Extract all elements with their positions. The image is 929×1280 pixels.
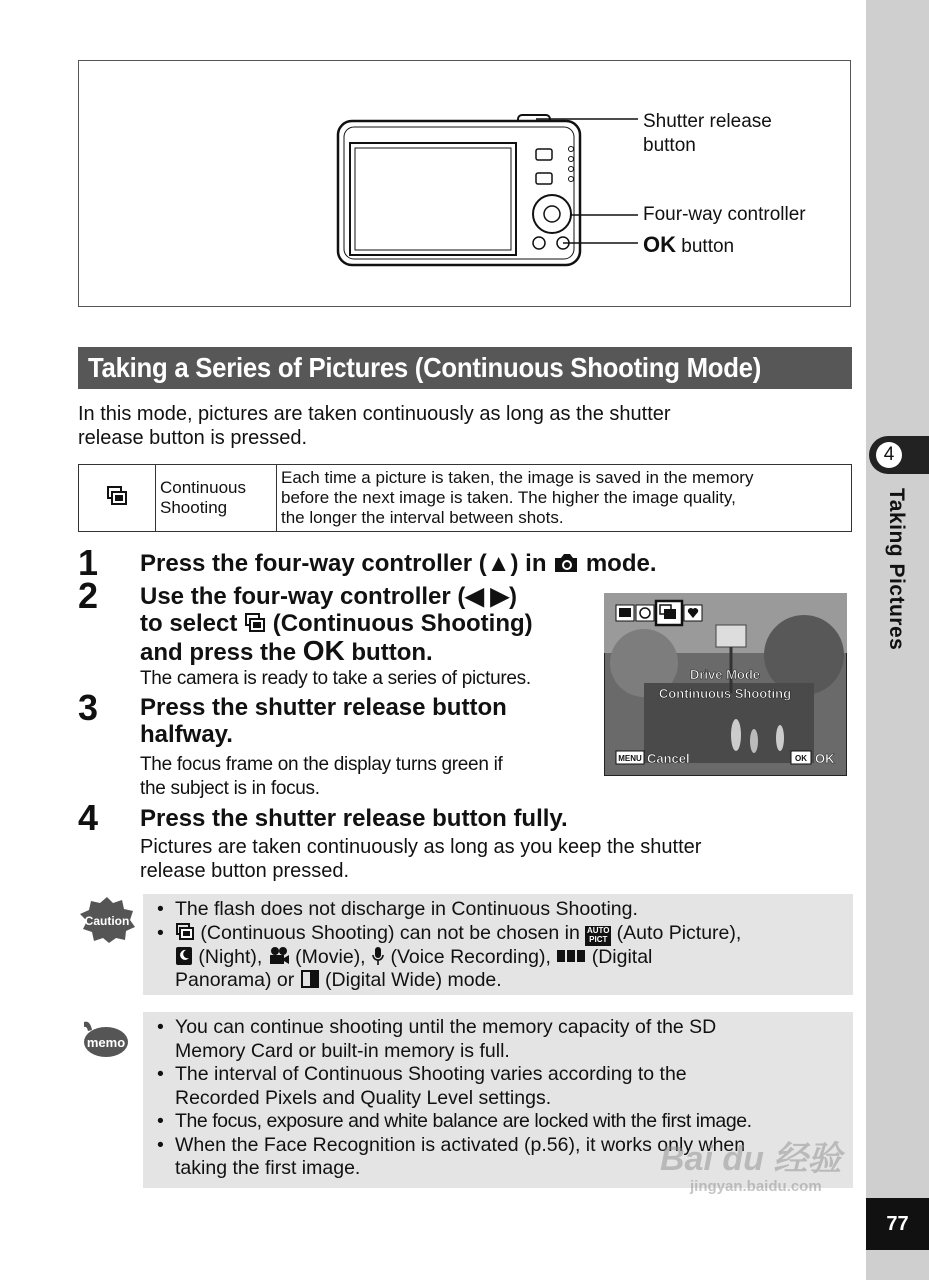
- memo-b4b: taking the first image.: [175, 1157, 361, 1179]
- step-2-line3: [140, 637, 533, 666]
- caution-badge-label: Caution: [84, 914, 130, 928]
- chapter-title: Taking Pictures: [885, 488, 908, 651]
- list-item: [155, 898, 845, 922]
- mode-name-line1: Continuous: [160, 478, 247, 497]
- step-4-desc: [140, 835, 701, 883]
- step-2-line3c: button.: [344, 639, 433, 666]
- caution-b2d: (Movie),: [289, 945, 372, 968]
- list-item: [155, 1110, 845, 1134]
- step-3-line1: Press the shutter release button: [140, 694, 507, 721]
- list-item: [155, 1063, 845, 1110]
- auto-picture-icon: [585, 926, 611, 946]
- memo-b2a: • The interval of Continuous Shooting varies according to the: [175, 1063, 687, 1085]
- memo-b3: The focus, exposure and white balance are locked with the first image.: [175, 1110, 752, 1132]
- step-3-line2: halfway.: [140, 721, 233, 748]
- callout-ok-button: [643, 233, 734, 259]
- caution-badge: [78, 895, 136, 943]
- caution-b2h: (Digital Wide) mode.: [319, 969, 502, 991]
- digital-wide-icon: [300, 969, 320, 989]
- step-3-desc: [140, 753, 502, 801]
- lcd-menu-key: MENU: [618, 754, 642, 763]
- caution-box: [143, 894, 853, 995]
- memo-b4a: • When the Face Recognition is activated (p.56), it works only when: [175, 1133, 746, 1156]
- mode-desc-line3: the longer the interval between shots.: [281, 508, 564, 527]
- mode-desc-cell: [277, 465, 852, 532]
- digital-panorama-icon: [556, 946, 586, 966]
- page-number: 77: [866, 1198, 929, 1250]
- step-3-title: [140, 694, 507, 748]
- step-2-desc: The camera is ready to take a series of pictures.: [140, 668, 531, 689]
- memo-badge-label: memo: [86, 1035, 126, 1050]
- lcd-title: Drive Mode: [689, 667, 761, 682]
- ok-glyph: OK: [302, 635, 345, 666]
- step-2-line2a: to select: [140, 610, 245, 637]
- intro-line2: release button is pressed.: [78, 427, 308, 449]
- step-3-desc-line1: The focus frame on the display turns green if: [140, 754, 503, 775]
- movie-icon: [268, 946, 290, 966]
- list-item: [155, 1016, 845, 1063]
- mode-desc-line2: before the next image is taken. The higher the image quality,: [281, 488, 736, 507]
- mode-icon-cell: [79, 465, 156, 532]
- step-4-desc-line2: release button pressed.: [140, 860, 350, 882]
- caution-b2e: (Voice Recording),: [385, 945, 557, 968]
- section-heading-text: Taking a Series of Pictures (Continuous Shooting Mode): [88, 352, 762, 383]
- callout-four-way-controller: Four-way controller: [643, 204, 806, 225]
- step-2-line2b: (Continuous Shooting): [266, 610, 533, 637]
- memo-b1a: • You can continue shooting until the memory capacity of the SD: [175, 1016, 717, 1038]
- step-1-text-a: Press the four-way controller (▲) in: [140, 550, 554, 577]
- callout-shutter-line1: Shutter release: [643, 111, 772, 132]
- caution-b2c: (Night),: [193, 945, 268, 968]
- microphone-icon: [371, 946, 385, 966]
- step-2-title: [140, 583, 533, 666]
- memo-b2b: Recorded Pixels and Quality Level settings.: [175, 1086, 552, 1109]
- caution-b1: The flash does not discharge in Continuous Shooting.: [175, 898, 638, 920]
- lcd-drive-mode-screen: [604, 593, 847, 776]
- step-4-number: 4: [78, 797, 99, 838]
- callout-shutter-release: [643, 110, 772, 158]
- camera-icon: [553, 552, 579, 574]
- memo-b1b: Memory Card or built-in memory is full.: [175, 1039, 510, 1062]
- continuous-shooting-icon: [175, 922, 195, 942]
- continuous-shooting-icon: [244, 612, 266, 634]
- step-1-text-b: mode.: [579, 550, 657, 577]
- auto-badge-top: AUTO: [587, 925, 610, 935]
- step-3-desc-line2: the subject is in focus.: [140, 778, 320, 799]
- ok-glyph: OK: [643, 232, 676, 257]
- callout-shutter-line2: button: [643, 135, 696, 156]
- step-1-title: [140, 550, 657, 577]
- list-item: [155, 922, 845, 993]
- callout-ok-rest: button: [676, 236, 735, 257]
- step-2-line2: [140, 610, 533, 637]
- step-1-number: 1: [78, 542, 99, 583]
- lcd-cancel-label: Cancel: [647, 751, 690, 766]
- watermark-line2: jingyan.baidu.com: [690, 1178, 822, 1195]
- caution-b2f: (Digital: [586, 945, 653, 968]
- step-4-title: Press the shutter release button fully.: [140, 805, 568, 832]
- mode-name-cell: [156, 465, 277, 532]
- caution-b2b: (Auto Picture),: [611, 921, 742, 944]
- section-heading: [78, 347, 852, 389]
- lcd-subtitle: Continuous Shooting: [658, 686, 792, 701]
- chapter-number: 4: [876, 442, 902, 468]
- lcd-ok-label: OK: [815, 751, 835, 766]
- section-intro: [78, 402, 671, 450]
- camera-back-illustration: [330, 105, 650, 275]
- mode-desc-line1: Each time a picture is taken, the image is saved in the memory: [281, 468, 754, 487]
- memo-badge: [80, 1018, 130, 1060]
- mode-table: [78, 464, 852, 532]
- step-4-desc-line1: Pictures are taken continuously as long as you keep the shutter: [140, 836, 702, 858]
- lcd-ok-key: OK: [795, 754, 807, 763]
- mode-name-line2: Shooting: [160, 498, 228, 517]
- chapter-number-tab: [869, 436, 929, 474]
- step-2-line1: Use the four-way controller (◀ ▶): [140, 583, 517, 610]
- watermark-line1: Bai du 经验: [660, 1140, 842, 1178]
- caution-b2g: Panorama) or: [175, 969, 300, 991]
- intro-line1: In this mode, pictures are taken continuously as long as the shutter: [78, 403, 671, 425]
- step-2-line3a: and press the: [140, 639, 303, 666]
- step-3-number: 3: [78, 687, 99, 728]
- table-row: [79, 465, 852, 532]
- continuous-shooting-icon: [106, 485, 128, 507]
- auto-badge-bottom: PICT: [589, 934, 608, 944]
- night-scene-icon: [175, 946, 193, 966]
- caution-b2a: (Continuous Shooting) can not be chosen in: [195, 921, 586, 944]
- watermark: [660, 1140, 841, 1196]
- step-2-number: 2: [78, 575, 99, 616]
